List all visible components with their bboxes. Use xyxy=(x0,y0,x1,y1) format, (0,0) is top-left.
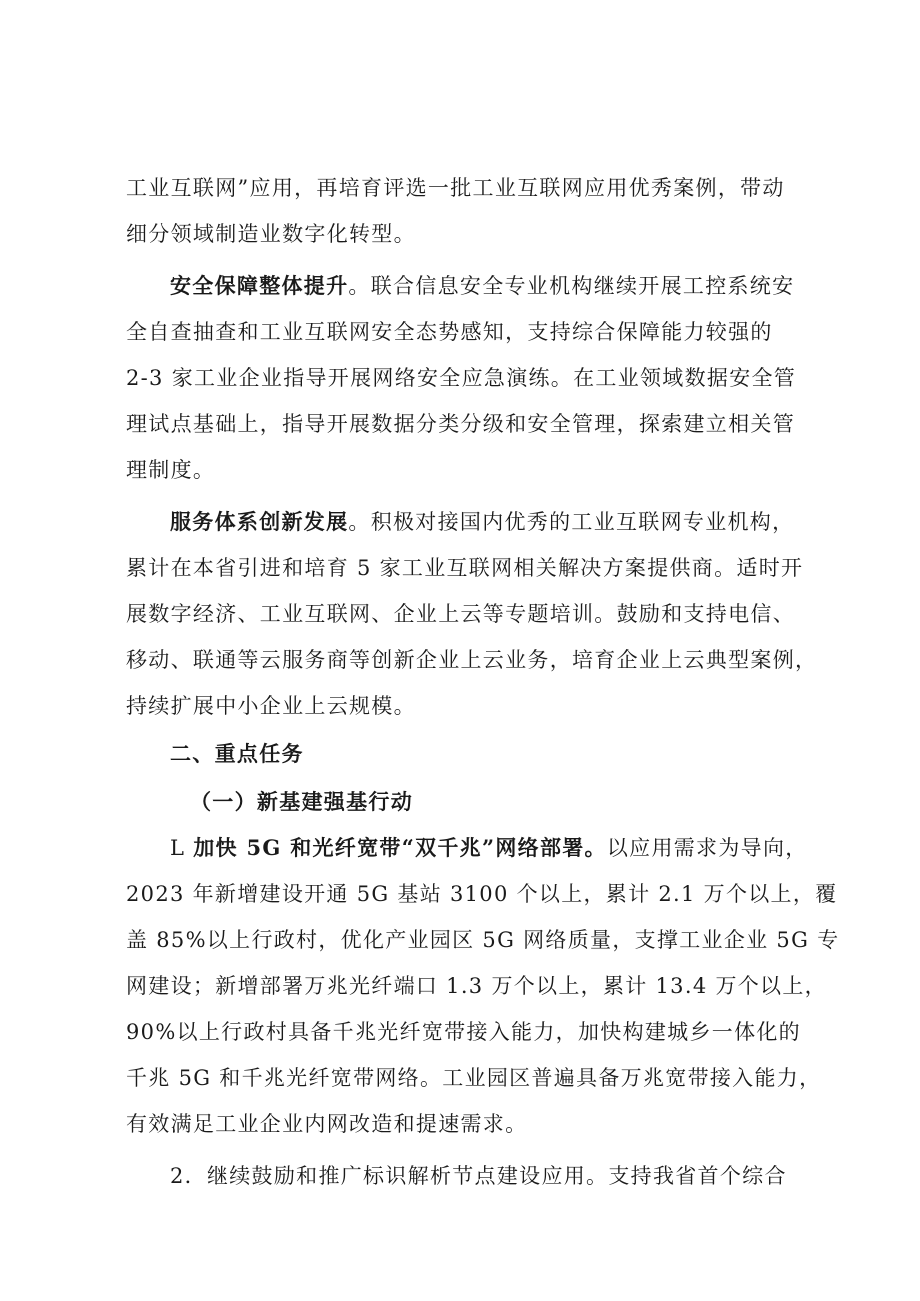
paragraph-heading: 加快 5G 和光纤宽带“双千兆”网络部署。 xyxy=(193,835,607,860)
item-number: L xyxy=(170,836,194,860)
paragraph-heading: 安全保障整体提升 xyxy=(170,273,349,298)
paragraph-line: 细分领域制造业数字化转型。 xyxy=(126,222,416,246)
paragraph-line: 工业互联网”应用，再培育评选一批工业互联网应用优秀案例，带动 xyxy=(126,176,785,200)
paragraph-line xyxy=(170,502,794,542)
paragraph-line: 2．继续鼓励和推广标识解析节点建设应用。支持我省首个综合 xyxy=(170,1164,787,1188)
paragraph-line: 理试点基础上，指导开展数据分类分级和安全管理，探索建立相关管 xyxy=(126,412,795,436)
paragraph-text: 以应用需求为导向， xyxy=(606,836,808,860)
paragraph-line: 90%以上行政村具备千兆光纤宽带接入能力，加快构建城乡一体化的 xyxy=(126,1020,801,1044)
paragraph-line: 全自查抽查和工业互联网安全态势感知，支持综合保障能力较强的 xyxy=(126,320,773,344)
paragraph-line: 2023 年新增建设开通 5G 基站 3100 个以上，累计 2.1 万个以上，覆 xyxy=(126,882,838,906)
paragraph-line xyxy=(170,828,808,868)
paragraph-heading: 服务体系创新发展 xyxy=(170,509,349,534)
paragraph-line: 理制度。 xyxy=(126,458,216,482)
paragraph-line: 网建设；新增部署万兆光纤端口 1.3 万个以上，累计 13.4 万个以上， xyxy=(126,974,827,998)
section-heading: 二、重点任务 xyxy=(170,741,304,766)
paragraph-line: 移动、联通等云服务商等创新企业上云业务，培育企业上云典型案例， xyxy=(126,648,818,672)
paragraph-text: 。联合信息安全专业机构继续开展工控系统安 xyxy=(348,274,795,298)
paragraph-line: 累计在本省引进和培育 5 家工业互联网相关解决方案提供商。适时开 xyxy=(126,556,804,580)
paragraph-line: 2-3 家工业企业指导开展网络安全应急演练。在工业领域数据安全管 xyxy=(126,366,797,390)
paragraph-text: 。积极对接国内优秀的工业互联网专业机构， xyxy=(348,510,795,534)
paragraph-line: 持续扩展中小企业上云规模。 xyxy=(126,694,416,718)
paragraph-line: 盖 85%以上行政村，优化产业园区 5G 网络质量，支撑工业企业 5G 专 xyxy=(126,928,840,952)
paragraph-line: 千兆 5G 和千兆光纤宽带网络。工业园区普遍具备万兆宽带接入能力， xyxy=(126,1066,822,1090)
paragraph-line: 有效满足工业企业内网改造和提速需求。 xyxy=(126,1112,528,1136)
paragraph-line xyxy=(170,266,794,306)
paragraph-line: 展数字经济、工业互联网、企业上云等专题培训。鼓励和支持电信、 xyxy=(126,602,795,626)
subsection-heading: （一）新基建强基行动 xyxy=(190,789,413,814)
